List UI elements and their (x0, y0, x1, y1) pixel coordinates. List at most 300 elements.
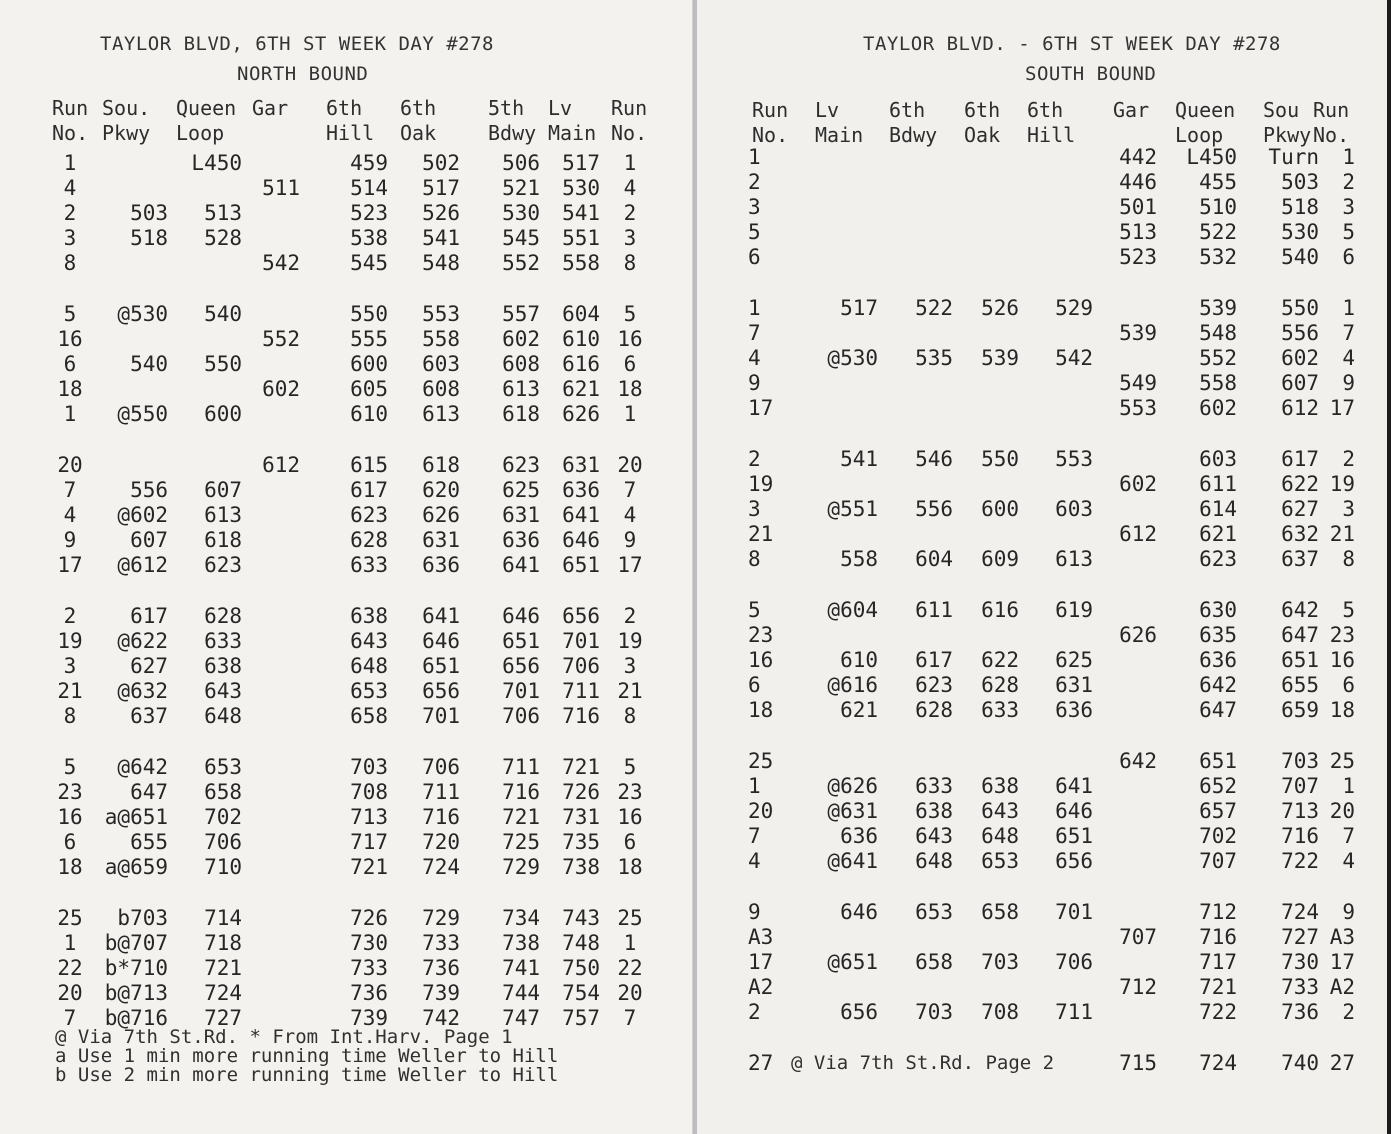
time-cell: 2 (1342, 447, 1355, 471)
column-header-line1: Queen (176, 96, 237, 120)
time-cell: 701 (502, 679, 540, 703)
time-cell: 455 (1199, 170, 1237, 194)
time-cell: 23 (748, 623, 774, 647)
column-header (815, 98, 863, 148)
time-cell: 633 (915, 774, 953, 798)
time-cell: 6 (623, 830, 637, 854)
time-cell: 513 (1119, 220, 1157, 244)
time-cell: 656 (502, 654, 540, 678)
time-cell: 2 (623, 201, 637, 225)
time-cell: 7 (623, 1006, 637, 1030)
time-cell: 648 (915, 849, 953, 873)
time-cell: 4 (1342, 346, 1355, 370)
time-cell: 541 (422, 226, 460, 250)
time-cell: 557 (502, 302, 540, 326)
time-cell: 6 (748, 245, 761, 269)
time-cell: 611 (1199, 472, 1237, 496)
time-cell: 658 (350, 704, 388, 728)
time-cell: 17 (57, 553, 83, 577)
time-cell: 3 (748, 195, 761, 219)
time-cell: 19 (748, 472, 774, 496)
time-cell: 739 (350, 1006, 388, 1030)
time-cell: 603 (1055, 497, 1093, 521)
time-cell: 721 (1199, 975, 1237, 999)
time-cell: 5 (623, 302, 637, 326)
time-cell: 603 (422, 352, 460, 376)
time-cell: 21 (57, 679, 83, 703)
time-cell: 713 (1281, 799, 1319, 823)
time-cell: 1 (748, 145, 761, 169)
column-header-line1: 6th (326, 96, 363, 120)
time-cell: 8 (748, 547, 761, 571)
time-cell: 631 (562, 453, 600, 477)
time-cell: 5 (748, 598, 761, 622)
time-cell: 630 (1199, 598, 1237, 622)
time-cell: L450 (191, 151, 242, 175)
time-cell: 647 (1199, 698, 1237, 722)
column-header (52, 96, 88, 146)
time-cell: 724 (1199, 1051, 1237, 1075)
time-cell: 734 (502, 906, 540, 930)
time-cell: 7 (63, 1006, 77, 1030)
column-header-line2: No. (1313, 123, 1350, 147)
time-cell: 702 (1199, 824, 1237, 848)
time-cell: @641 (827, 849, 878, 873)
time-cell: 16 (748, 648, 774, 672)
time-cell: 658 (981, 900, 1019, 924)
time-cell: 742 (422, 1006, 460, 1030)
time-cell: 540 (130, 352, 168, 376)
time-cell: 648 (350, 654, 388, 678)
time-cell: 711 (562, 679, 600, 703)
time-cell: 16 (1329, 648, 1355, 672)
time-cell: 25 (1329, 749, 1355, 773)
time-cell: @551 (827, 497, 878, 521)
time-cell: 703 (350, 755, 388, 779)
time-cell: 6 (63, 830, 77, 854)
time-cell: 636 (562, 478, 600, 502)
time-cell: 648 (204, 704, 242, 728)
column-header-line2: Main (548, 121, 597, 145)
column-header-line1: Run (752, 98, 789, 122)
time-cell: 556 (1281, 321, 1319, 345)
column-header (752, 98, 788, 148)
time-cell: 716 (1199, 925, 1237, 949)
time-cell: 522 (915, 296, 953, 320)
time-cell: 4 (63, 176, 77, 200)
time-cell: @602 (117, 503, 168, 527)
time-cell: 706 (502, 704, 540, 728)
time-cell: 502 (422, 151, 460, 175)
time-cell: 16 (57, 805, 83, 829)
time-cell: 651 (1281, 648, 1319, 672)
time-cell: 3 (623, 654, 637, 678)
time-cell: 636 (840, 824, 878, 848)
time-cell: 653 (350, 679, 388, 703)
time-cell: 617 (915, 648, 953, 672)
column-header (964, 98, 1000, 148)
time-cell: 613 (204, 503, 242, 527)
time-cell: 618 (422, 453, 460, 477)
time-cell: 632 (1281, 522, 1319, 546)
timetable-page-southbound (697, 0, 1387, 1134)
time-cell: 7 (63, 478, 77, 502)
time-cell: 558 (562, 251, 600, 275)
time-cell: 602 (1119, 472, 1157, 496)
time-cell: 27 (748, 1051, 774, 1075)
time-cell: @622 (117, 629, 168, 653)
time-cell: 4 (63, 503, 77, 527)
time-cell: 529 (1055, 296, 1093, 320)
time-cell: 9 (63, 528, 77, 552)
time-cell: 721 (562, 755, 600, 779)
time-cell: 546 (915, 447, 953, 471)
time-cell: 19 (617, 629, 643, 653)
time-cell: 643 (350, 629, 388, 653)
time-cell: 523 (350, 201, 388, 225)
column-header (889, 98, 937, 148)
time-cell: 627 (130, 654, 168, 678)
time-cell: 513 (204, 201, 242, 225)
time-cell: 605 (350, 377, 388, 401)
column-header-line1: Run (52, 96, 89, 120)
time-cell: 538 (350, 226, 388, 250)
time-cell: @642 (117, 755, 168, 779)
time-cell: 633 (204, 629, 242, 653)
time-cell: 8 (63, 704, 77, 728)
time-cell: 2 (1342, 170, 1355, 194)
time-cell: 607 (1281, 371, 1319, 395)
time-cell: @550 (117, 402, 168, 426)
column-header-line2: Oak (400, 121, 437, 145)
time-cell: 638 (981, 774, 1019, 798)
time-cell: 9 (623, 528, 637, 552)
time-cell: 553 (1119, 396, 1157, 420)
time-cell: 626 (562, 402, 600, 426)
time-cell: 616 (562, 352, 600, 376)
time-cell: 642 (1281, 598, 1319, 622)
time-cell: 16 (617, 327, 643, 351)
time-cell: 549 (1119, 371, 1157, 395)
time-cell: 618 (502, 402, 540, 426)
time-cell: 722 (1281, 849, 1319, 873)
time-cell: 717 (1199, 950, 1237, 974)
column-header (400, 96, 436, 146)
time-cell: 552 (262, 327, 300, 351)
time-cell: 604 (915, 547, 953, 571)
time-cell: 727 (204, 1006, 242, 1030)
time-cell: 636 (1055, 698, 1093, 722)
column-header-line2: Bdwy (488, 121, 537, 145)
time-cell: 17 (748, 950, 774, 974)
time-cell: 558 (422, 327, 460, 351)
time-cell: 548 (1199, 321, 1237, 345)
time-cell: 7 (1342, 321, 1355, 345)
time-cell: 2 (748, 1000, 761, 1024)
time-cell: 659 (1281, 698, 1319, 722)
time-cell: 731 (562, 805, 600, 829)
time-cell: 3 (63, 654, 77, 678)
time-cell: 4 (748, 346, 761, 370)
time-cell: 6 (623, 352, 637, 376)
time-cell: 551 (562, 226, 600, 250)
time-cell: 7 (623, 478, 637, 502)
time-cell: @530 (827, 346, 878, 370)
column-header-line1: 5th (488, 96, 525, 120)
time-cell: 642 (1199, 673, 1237, 697)
time-cell: 550 (981, 447, 1019, 471)
column-header-line1: 6th (400, 96, 437, 120)
column-header (1313, 98, 1349, 148)
time-cell: 736 (1281, 1000, 1319, 1024)
time-cell: 21 (1329, 522, 1355, 546)
time-cell: 550 (1281, 296, 1319, 320)
time-cell: 5 (1342, 220, 1355, 244)
time-cell: 622 (1281, 472, 1319, 496)
time-cell: 724 (1281, 900, 1319, 924)
time-cell: 1 (63, 402, 77, 426)
time-cell: 614 (1199, 497, 1237, 521)
time-cell: @604 (827, 598, 878, 622)
time-cell: 25 (57, 906, 83, 930)
time-cell: 623 (204, 553, 242, 577)
time-cell: 6 (1342, 673, 1355, 697)
column-header-line1: Run (1313, 98, 1350, 122)
time-cell: 628 (981, 673, 1019, 697)
time-cell: 5 (748, 220, 761, 244)
time-cell: 635 (1199, 623, 1237, 647)
time-cell: 646 (562, 528, 600, 552)
time-cell: 623 (915, 673, 953, 697)
time-cell: 550 (350, 302, 388, 326)
time-cell: 25 (617, 906, 643, 930)
time-cell: 9 (1342, 900, 1355, 924)
time-cell: 655 (130, 830, 168, 854)
time-cell: 542 (1055, 346, 1093, 370)
time-cell: 721 (502, 805, 540, 829)
time-cell: 711 (422, 780, 460, 804)
time-cell: 638 (204, 654, 242, 678)
time-cell: 643 (981, 799, 1019, 823)
timetable-page-northbound (0, 0, 693, 1134)
time-cell: 646 (502, 604, 540, 628)
time-cell: @626 (827, 774, 878, 798)
time-cell: 708 (981, 1000, 1019, 1024)
time-cell: 530 (1281, 220, 1319, 244)
page-title: TAYLOR BLVD. - 6TH ST WEEK DAY #278 (863, 33, 1281, 55)
time-cell: 3 (748, 497, 761, 521)
time-cell: 652 (1199, 774, 1237, 798)
time-cell: 1 (63, 151, 77, 175)
time-cell: 530 (562, 176, 600, 200)
time-cell: 725 (502, 830, 540, 854)
time-cell: @631 (827, 799, 878, 823)
time-cell: 711 (502, 755, 540, 779)
time-cell: 655 (1281, 673, 1319, 697)
column-header-line2: No. (52, 121, 89, 145)
time-cell: 556 (130, 478, 168, 502)
time-cell: b@713 (104, 981, 168, 1005)
direction-label: SOUTH BOUND (1025, 63, 1157, 85)
column-header-line1: Queen (1175, 98, 1236, 122)
time-cell: 713 (350, 805, 388, 829)
time-cell: 617 (1281, 447, 1319, 471)
time-cell: 553 (422, 302, 460, 326)
time-cell: 18 (57, 377, 83, 401)
time-cell: A3 (1329, 925, 1355, 949)
time-cell: 8 (1342, 547, 1355, 571)
time-cell: 510 (1199, 195, 1237, 219)
time-cell: 18 (748, 698, 774, 722)
time-cell: 16 (57, 327, 83, 351)
time-cell: 7 (748, 824, 761, 848)
time-cell: 6 (63, 352, 77, 376)
time-cell: 613 (502, 377, 540, 401)
time-cell: 1 (1342, 774, 1355, 798)
time-cell: 2 (63, 604, 77, 628)
page-title: TAYLOR BLVD, 6TH ST WEEK DAY #278 (100, 33, 494, 55)
time-cell: 22 (57, 956, 83, 980)
time-cell: 730 (1281, 950, 1319, 974)
column-header-line2: Hill (1027, 123, 1076, 147)
time-cell: 535 (915, 346, 953, 370)
time-cell: 750 (562, 956, 600, 980)
time-cell: 506 (502, 151, 540, 175)
time-cell: 653 (915, 900, 953, 924)
time-cell: 653 (981, 849, 1019, 873)
time-cell: 545 (502, 226, 540, 250)
time-cell: 619 (1055, 598, 1093, 622)
column-header (176, 96, 236, 146)
time-cell: 730 (350, 931, 388, 955)
time-cell: 608 (502, 352, 540, 376)
time-cell: 710 (204, 855, 242, 879)
time-cell: 4 (1342, 849, 1355, 873)
time-cell: 25 (748, 749, 774, 773)
column-header-line1: 6th (1027, 98, 1064, 122)
time-cell: 628 (915, 698, 953, 722)
time-cell: 610 (350, 402, 388, 426)
time-cell: 633 (981, 698, 1019, 722)
column-header-line1: Lv (548, 96, 573, 120)
time-cell: 1 (748, 296, 761, 320)
time-cell: b703 (117, 906, 168, 930)
column-header-line2: Oak (964, 123, 1001, 147)
time-cell: 22 (617, 956, 643, 980)
time-cell: 743 (562, 906, 600, 930)
time-cell: 522 (1199, 220, 1237, 244)
time-cell: 626 (422, 503, 460, 527)
time-cell: b@707 (104, 931, 168, 955)
time-cell: 712 (1199, 900, 1237, 924)
time-cell: 701 (562, 629, 600, 653)
time-cell: 528 (204, 226, 242, 250)
time-cell: 613 (1055, 547, 1093, 571)
time-cell: 501 (1119, 195, 1157, 219)
time-cell: 651 (1055, 824, 1093, 848)
time-cell: 23 (617, 780, 643, 804)
time-cell: 3 (1342, 497, 1355, 521)
time-cell: A2 (748, 975, 774, 999)
time-cell: 716 (502, 780, 540, 804)
time-cell: 511 (262, 176, 300, 200)
time-cell: 628 (204, 604, 242, 628)
time-cell: 8 (623, 251, 637, 275)
time-cell: 631 (422, 528, 460, 552)
time-cell: 616 (981, 598, 1019, 622)
time-cell: 717 (350, 830, 388, 854)
time-cell: 23 (1329, 623, 1355, 647)
time-cell: 600 (981, 497, 1019, 521)
time-cell: 641 (1055, 774, 1093, 798)
scan-edge (1387, 0, 1391, 1134)
time-cell: 621 (840, 698, 878, 722)
time-cell: 2 (748, 170, 761, 194)
column-header-line2: Pkwy (1263, 123, 1312, 147)
time-cell: 558 (840, 547, 878, 571)
time-cell: 740 (1281, 1051, 1319, 1075)
time-cell: 711 (1055, 1000, 1093, 1024)
time-cell: 653 (204, 755, 242, 779)
time-cell: 615 (350, 453, 388, 477)
time-cell: 612 (1119, 522, 1157, 546)
time-cell: 736 (350, 981, 388, 1005)
time-cell: 600 (350, 352, 388, 376)
time-cell: 627 (1281, 497, 1319, 521)
time-cell: 602 (262, 377, 300, 401)
time-cell: 747 (502, 1006, 540, 1030)
column-header-line1: Lv (815, 98, 840, 122)
column-header (1263, 98, 1311, 148)
column-header-line2: Main (815, 123, 864, 147)
time-cell: 625 (1055, 648, 1093, 672)
time-cell: 651 (562, 553, 600, 577)
column-header-line2: Gar (252, 96, 289, 120)
time-cell: 706 (1055, 950, 1093, 974)
time-cell: 623 (502, 453, 540, 477)
time-cell: 556 (915, 497, 953, 521)
time-cell: 636 (502, 528, 540, 552)
time-cell: 542 (262, 251, 300, 275)
time-cell: 638 (350, 604, 388, 628)
time-cell: 646 (840, 900, 878, 924)
time-cell: b*710 (104, 956, 168, 980)
time-cell: 637 (130, 704, 168, 728)
time-cell: 722 (1199, 1000, 1237, 1024)
time-cell: 4 (748, 849, 761, 873)
time-cell: 613 (422, 402, 460, 426)
time-cell: 721 (204, 956, 242, 980)
time-cell: 555 (350, 327, 388, 351)
time-cell: 1 (1342, 145, 1355, 169)
time-cell: 641 (502, 553, 540, 577)
time-cell: 706 (562, 654, 600, 678)
time-cell: 9 (748, 371, 761, 395)
time-cell: 20 (57, 453, 83, 477)
time-cell: 4 (623, 503, 637, 527)
time-cell: 647 (130, 780, 168, 804)
time-cell: 514 (350, 176, 388, 200)
time-cell: 724 (204, 981, 242, 1005)
column-header (611, 96, 647, 146)
time-cell: 2 (63, 201, 77, 225)
time-cell: 5 (63, 302, 77, 326)
time-cell: 532 (1199, 245, 1237, 269)
time-cell: 618 (204, 528, 242, 552)
column-header-line1: Run (611, 96, 648, 120)
time-cell: 729 (422, 906, 460, 930)
time-cell: 20 (617, 453, 643, 477)
